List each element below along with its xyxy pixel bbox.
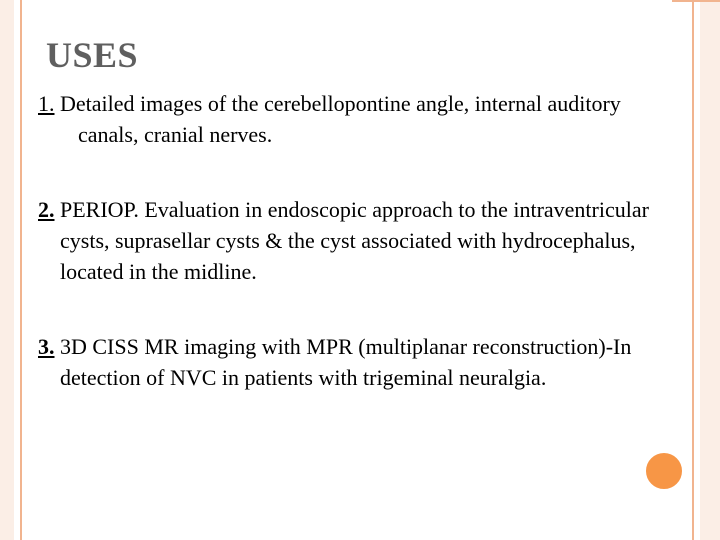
list-item-3-text: 3D CISS MR imaging with MPR (multiplanar reconstruction)-In detection of NVC in patients with trigeminal neuralgia. [54, 334, 632, 390]
decorative-orange-circle [643, 450, 685, 492]
right-frame-line [692, 0, 694, 540]
list-item-2-text: PERIOP. Evaluation in endoscopic approach to the intraventricular cysts, suprasellar cysts & the cyst associated with hydrocephalus, located in the midline. [54, 197, 649, 284]
slide-body [38, 88, 668, 393]
list-item-1-number: 1. [38, 91, 55, 116]
left-frame-line [20, 0, 22, 540]
right-frame-band [700, 0, 720, 540]
list-item-1 [38, 88, 668, 150]
list-item-3-number: 3. [38, 334, 55, 359]
list-item-1-text: Detailed images of the cerebellopontine angle, internal auditory canals, cranial nerves. [54, 91, 621, 147]
list-item-3 [38, 331, 668, 393]
top-right-accent-line [672, 0, 720, 2]
left-frame-band [0, 0, 14, 540]
list-item-2 [38, 194, 668, 287]
slide-title: USES [46, 35, 139, 75]
list-item-2-number: 2. [38, 197, 55, 222]
